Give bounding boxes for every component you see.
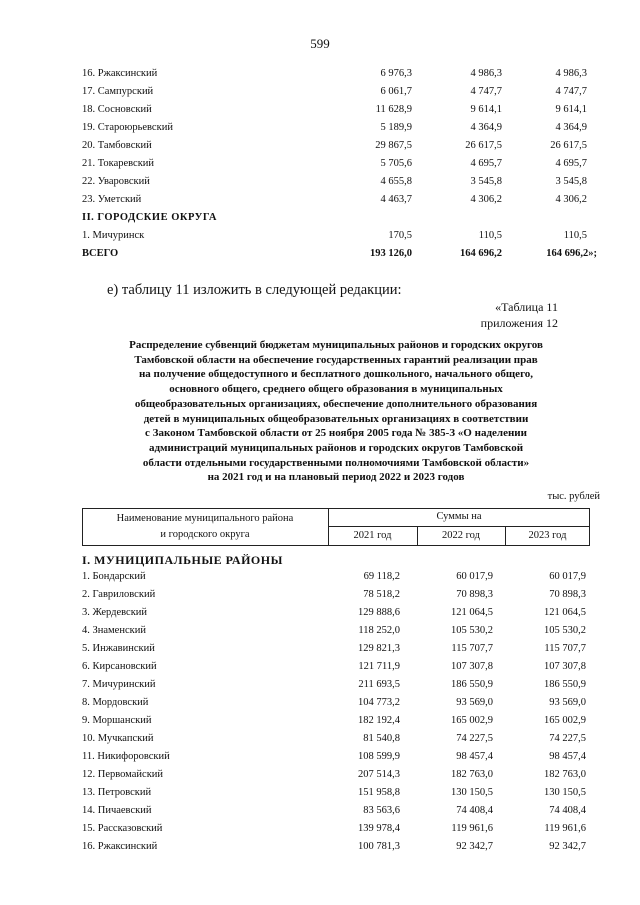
table-row — [0, 748, 640, 766]
header-bottom-border — [82, 545, 590, 546]
value-2021: 129 821,3 — [358, 643, 400, 654]
value-2022: 4 747,7 — [470, 86, 502, 97]
district-name: 1. Мичуринск — [82, 230, 145, 241]
table-row — [0, 65, 640, 83]
total-2021: 193 126,0 — [370, 248, 412, 259]
district-name: 23. Уметский — [82, 194, 142, 205]
district-name: 20. Тамбовский — [82, 140, 152, 151]
value-2022: 70 898,3 — [456, 589, 493, 600]
value-2022: 105 530,2 — [451, 625, 493, 636]
total-2023: 164 696,2»; — [546, 248, 597, 259]
value-2021: 139 978,4 — [358, 823, 400, 834]
title-line: администраций муниципальных районов и городских округов Тамбовской — [148, 441, 524, 454]
value-2023: 4 695,7 — [555, 158, 587, 169]
value-2021: 100 781,3 — [358, 841, 400, 852]
value-2023: 115 707,7 — [544, 643, 586, 654]
table-row — [0, 766, 640, 784]
value-2021: 81 540,8 — [363, 733, 400, 744]
table-row — [0, 838, 640, 856]
value-2023: 107 307,8 — [544, 661, 586, 672]
value-2023: 182 763,0 — [544, 769, 586, 780]
value-2022: 74 227,5 — [456, 733, 493, 744]
district-name: 14. Пичаевский — [82, 805, 152, 816]
district-name: 7. Мичуринский — [82, 679, 156, 690]
value-2022: 107 307,8 — [451, 661, 493, 672]
value-2023: 4 747,7 — [555, 86, 587, 97]
district-name: 16. Ржаксинский — [82, 841, 158, 852]
value-2023: 92 342,7 — [549, 841, 586, 852]
district-name: 6. Кирсановский — [82, 661, 157, 672]
title-line: общеобразовательных организациях, обеспечение дополнительного образования — [134, 397, 538, 410]
value-2021: 6 976,3 — [380, 68, 412, 79]
value-2022: 98 457,4 — [456, 751, 493, 762]
district-name: 19. Староюрьевский — [82, 122, 173, 133]
table-row — [0, 586, 640, 604]
value-2022: 4 695,7 — [470, 158, 502, 169]
section-one-title: I. МУНИЦИПАЛЬНЫЕ РАЙОНЫ — [82, 553, 283, 567]
table-row — [0, 712, 640, 730]
value-2022: 119 961,6 — [451, 823, 493, 834]
title-line: основного общего, среднего общего образования в муниципальных — [169, 383, 503, 396]
district-name: 11. Никифоровский — [82, 751, 170, 762]
value-2021: 207 514,3 — [358, 769, 400, 780]
value-2023: 110,5 — [563, 230, 587, 241]
value-2022: 74 408,4 — [456, 805, 493, 816]
table-row — [0, 191, 640, 209]
value-2021: 69 118,2 — [363, 571, 400, 582]
value-2022: 26 617,5 — [465, 140, 502, 151]
page-number: 599 — [310, 36, 330, 51]
district-name: 18. Сосновский — [82, 104, 152, 115]
value-2023: 70 898,3 — [549, 589, 586, 600]
value-2022: 186 550,9 — [451, 679, 493, 690]
value-2022: 121 064,5 — [451, 607, 493, 618]
value-2021: 170,5 — [388, 230, 412, 241]
name-column-header-line2: и городского округа — [160, 529, 250, 540]
district-name: 1. Бондарский — [82, 571, 146, 582]
table-row — [0, 676, 640, 694]
value-2023: 74 408,4 — [549, 805, 586, 816]
district-name: 2. Гавриловский — [82, 589, 156, 600]
value-2023: 98 457,4 — [549, 751, 586, 762]
year-2022-header: 2022 год — [442, 530, 480, 541]
value-2021: 121 711,9 — [358, 661, 400, 672]
value-2022: 4 364,9 — [470, 122, 502, 133]
table-row — [0, 658, 640, 676]
title-line: Распределение субвенций бюджетам муниципальных районов и городских округов — [129, 339, 543, 351]
district-name: 3. Жердевский — [82, 607, 148, 618]
district-name: 10. Мучкапский — [82, 733, 154, 744]
value-2022: 92 342,7 — [456, 841, 493, 852]
value-2022: 165 002,9 — [451, 715, 493, 726]
district-name: 16. Ржаксинский — [82, 68, 158, 79]
value-2022: 115 707,7 — [451, 643, 493, 654]
value-2021: 6 061,7 — [380, 86, 412, 97]
name-column-header-line1: Наименование муниципального района — [116, 513, 294, 524]
table-caption-number: «Таблица 11 — [495, 300, 558, 314]
value-2021: 182 192,4 — [358, 715, 400, 726]
value-2023: 105 530,2 — [544, 625, 586, 636]
value-2021: 4 655,8 — [380, 176, 412, 187]
value-2021: 104 773,2 — [358, 697, 400, 708]
district-name: 12. Первомайский — [82, 769, 164, 780]
value-2021: 211 693,5 — [358, 679, 400, 690]
header-top-border — [82, 508, 590, 509]
table-row — [0, 622, 640, 640]
table-row — [0, 568, 640, 586]
value-2021: 83 563,6 — [363, 805, 400, 816]
section-heading — [0, 209, 640, 227]
value-2021: 78 518,2 — [363, 589, 400, 600]
value-2023: 119 961,6 — [544, 823, 586, 834]
total-2022: 164 696,2 — [460, 248, 502, 259]
value-2022: 110,5 — [478, 230, 502, 241]
instruction-text: е) таблицу 11 изложить в следующей редакции: — [107, 282, 402, 298]
year-2023-header: 2023 год — [528, 530, 567, 541]
value-2021: 118 252,0 — [358, 625, 400, 636]
table-row — [0, 83, 640, 101]
value-2023: 4 986,3 — [555, 68, 587, 79]
table-row — [0, 119, 640, 137]
sums-header: Суммы на — [436, 511, 482, 522]
total-label: ВСЕГО — [82, 248, 119, 259]
section-heading — [0, 551, 640, 569]
table-row — [0, 137, 640, 155]
value-2021: 108 599,9 — [358, 751, 400, 762]
table-row — [0, 640, 640, 658]
table-row — [0, 730, 640, 748]
district-name: 13. Петровский — [82, 787, 152, 798]
total-row — [0, 245, 640, 263]
table-row — [0, 784, 640, 802]
title-line: области отдельными государственными полномочиями Тамбовской области» — [142, 456, 530, 469]
district-name: 5. Инжавинский — [82, 643, 155, 654]
value-2022: 4 306,2 — [470, 194, 502, 205]
table-row — [0, 820, 640, 838]
value-2023: 74 227,5 — [549, 733, 586, 744]
table-row — [0, 694, 640, 712]
table-title — [82, 338, 590, 485]
section-two-title: II. ГОРОДСКИЕ ОКРУГА — [82, 212, 217, 223]
value-2022: 4 986,3 — [470, 68, 502, 79]
district-name: 21. Токаревский — [82, 158, 155, 169]
value-2023: 4 364,9 — [555, 122, 587, 133]
table-row — [0, 173, 640, 191]
value-2022: 9 614,1 — [470, 104, 502, 115]
district-name: 17. Сампурский — [82, 86, 154, 97]
table-row — [0, 227, 640, 245]
district-name: 8. Мордовский — [82, 697, 149, 708]
title-line: детей в муниципальных общеобразовательных организациях в соответствии — [143, 412, 529, 425]
value-2021: 5 189,9 — [380, 122, 412, 133]
table-row — [0, 802, 640, 820]
value-2022: 130 150,5 — [451, 787, 493, 798]
district-name: 22. Уваровский — [82, 176, 150, 187]
table-row — [0, 101, 640, 119]
value-2021: 129 888,6 — [358, 607, 400, 618]
value-2021: 11 628,9 — [375, 104, 412, 115]
title-line: на 2021 год и на плановый период 2022 и 2023 годов — [207, 471, 465, 484]
year-2021-header: 2021 год — [353, 530, 392, 541]
value-2021: 4 463,7 — [380, 194, 412, 205]
value-2022: 60 017,9 — [456, 571, 493, 582]
district-name: 9. Моршанский — [82, 715, 152, 726]
value-2023: 60 017,9 — [549, 571, 586, 582]
value-2021: 151 958,8 — [358, 787, 400, 798]
value-2023: 4 306,2 — [555, 194, 587, 205]
value-2021: 5 705,6 — [380, 158, 412, 169]
value-2023: 26 617,5 — [550, 140, 587, 151]
value-2022: 93 569,0 — [456, 697, 493, 708]
value-2023: 186 550,9 — [544, 679, 586, 690]
value-2022: 3 545,8 — [470, 176, 502, 187]
title-line: на получение общедоступного и бесплатного дошкольного, начального общего, — [138, 368, 534, 381]
value-2023: 9 614,1 — [555, 104, 587, 115]
table-caption-appendix: приложения 12 — [480, 316, 558, 330]
value-2023: 165 002,9 — [544, 715, 586, 726]
value-2021: 29 867,5 — [375, 140, 412, 151]
value-2023: 130 150,5 — [544, 787, 586, 798]
value-2023: 121 064,5 — [544, 607, 586, 618]
district-name: 15. Рассказовский — [82, 823, 163, 834]
title-line: Тамбовской области на обеспечение государственных гарантий реализации прав — [134, 353, 538, 366]
title-line: с Законом Тамбовской области от 25 ноября 2005 года № 385-З «О наделении — [145, 427, 527, 440]
value-2023: 93 569,0 — [549, 697, 586, 708]
table-row — [0, 604, 640, 622]
units-label: тыс. рублей — [547, 491, 600, 502]
header-middle-border — [328, 526, 590, 527]
value-2022: 182 763,0 — [451, 769, 493, 780]
table-row — [0, 155, 640, 173]
district-name: 4. Знаменский — [82, 625, 146, 636]
value-2023: 3 545,8 — [555, 176, 587, 187]
